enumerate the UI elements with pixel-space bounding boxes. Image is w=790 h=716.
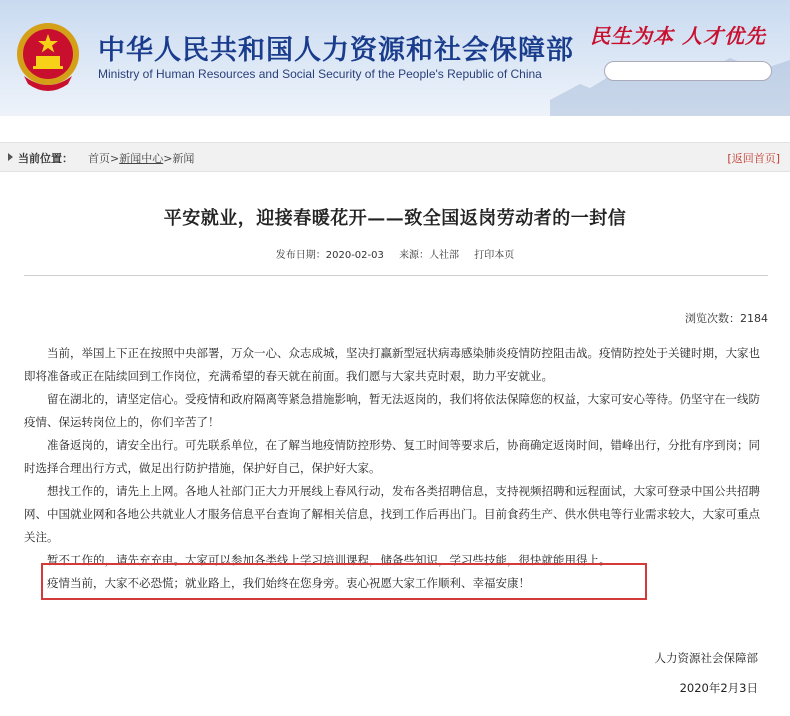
- signature-date: 2020年2月3日: [679, 681, 758, 695]
- print-page-link[interactable]: 打印本页: [474, 250, 515, 261]
- publish-date-value: 2020-02-03: [325, 250, 384, 261]
- back-home-link[interactable]: [返回首页]: [727, 152, 780, 165]
- publish-date-label: 发布日期：: [275, 250, 326, 261]
- highlight-annotation-box: [41, 563, 647, 600]
- national-emblem-icon: [14, 18, 82, 92]
- source-value: 人社部: [429, 250, 460, 261]
- article-paragraph: 准备返岗的，请安全出行。可先联系单位，在了解当地疫情防控形势、复工时间等要求后，协商确定返岗时间，错峰出行，分批有序到岗；同时选择合理出行方式，做足出行防护措施，保护好自己，保护好大家。: [24, 438, 760, 475]
- slogan: 民生为本 人才优先: [590, 24, 766, 48]
- article-paragraph: 想找工作的，请先上上网。各地人社部门正大力开展线上春风行动，发布各类招聘信息，支持视频招聘和远程面试，大家可登录中国公共招聘网、中国就业网和各地公共就业人才服务信息平台查询了解相关信息，找到工作后再出门。目前食药生产、供水供电等行业需求较大，大家可重点关注。: [24, 484, 760, 544]
- site-title-en: Ministry of Human Resources and Social Security of the People's Republic of China: [98, 67, 542, 81]
- site-title-cn: 中华人民共和国人力资源和社会保障部: [98, 35, 574, 66]
- breadcrumb-label: 当前位置：: [18, 152, 73, 165]
- source-label: 来源：: [399, 250, 430, 261]
- article-paragraph: 当前，举国上下正在按照中央部署，万众一心、众志成城，坚决打赢新型冠状病毒感染肺炎疫情防控阻击战。疫情防控处于关键时期，大家也即将准备或正在陆续回到工作岗位，充满希望的春天就在前面。我们愿与大家共克时艰，助力平安就业。: [24, 346, 760, 383]
- source: [399, 250, 459, 261]
- article-title: 平安就业，迎接春暖花开——致全国返岗劳动者的一封信: [163, 208, 627, 229]
- article-paragraph: 疫情当前，大家不必恐慌；就业路上，我们始终在您身旁。衷心祝愿大家工作顺利、幸福安康！: [47, 576, 530, 590]
- breadcrumb-news-link[interactable]: 新闻: [172, 152, 195, 165]
- publish-date: [276, 250, 384, 261]
- article-body: [24, 342, 768, 595]
- search-input[interactable]: [604, 61, 772, 81]
- breadcrumb-path: [88, 150, 194, 166]
- article-paragraph: 留在湖北的，请坚定信心。受疫情和政府隔离等紧急措施影响，暂无法返岗的，我们将依法保障您的权益，大家可安心等待。仍坚守在一线防疫情、保运转岗位上的，你们辛苦了！: [24, 392, 760, 429]
- view-count-value: 2184: [740, 312, 768, 325]
- breadcrumb-arrow-icon: [8, 153, 13, 161]
- article-paragraph-highlighted: 暂不工作的，请先充充电。大家可以参加各类线上学习培训课程，储备些知识，学习些技能，很快就能用得上。: [47, 553, 611, 567]
- breadcrumb-news-center-link[interactable]: 新闻中心: [119, 152, 164, 165]
- site-header: [0, 0, 790, 116]
- view-count-label: 浏览次数：: [685, 312, 740, 325]
- signature: 人力资源社会保障部: [654, 651, 758, 665]
- breadcrumb-separator: >: [110, 152, 120, 165]
- view-count: [685, 310, 768, 326]
- breadcrumb-home-link[interactable]: 首页: [88, 152, 110, 165]
- article-meta: [0, 246, 790, 261]
- breadcrumb-separator: >: [163, 152, 173, 165]
- breadcrumb: [0, 142, 790, 172]
- title-divider: [24, 275, 768, 276]
